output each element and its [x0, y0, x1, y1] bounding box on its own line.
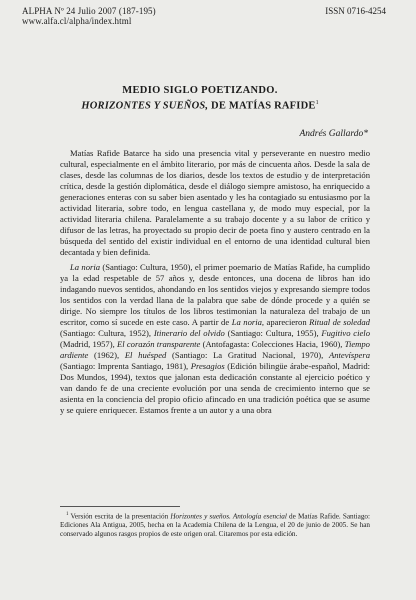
text-run: (Santiago: Cultura, 1950), el primer poemario de Matías Rafide, ha cumplido ya la edad respetable de 57 años y, desde entonces, una docena de libros han ido indagando nuevos sentidos, ahondando en los sentidos viejos y expresando siempre todos los sentidos con la verdad llana de la palabra que sabe de dónde procede y a quién se dirige. No siempre los títulos de los libros testimonian la naturaleza del trabajo de un escritor, como sí sucede en este caso. A partir de	[60, 262, 370, 327]
italic-title: Itinerario del olvido	[153, 328, 225, 338]
footnote-text: de Matías Rafide. Santiago: Ediciones Ala Antigua, 2005, hecha en la Academia Chilena de la Lengua, el 20 de junio de 2005. Se han conservado algunos rasgos propios de este origen oral. Citaremos por esta edición.	[60, 512, 370, 539]
paragraph-2	[60, 262, 370, 416]
text-run: (Santiago: Cultura, 1955),	[224, 328, 322, 338]
journal-url: www.alfa.cl/alpha/index.html	[22, 16, 132, 26]
article-author: Andrés Gallardo*	[299, 129, 368, 139]
text-run: (1962),	[88, 350, 125, 360]
book-author: DE MATÍAS RAFIDE	[208, 100, 316, 112]
text-run: (Madrid, 1957),	[60, 339, 117, 349]
footnote-rule	[60, 506, 180, 507]
article-body	[60, 148, 370, 419]
italic-title: La noria	[70, 262, 101, 272]
italic-title: El corazón transparente	[116, 339, 201, 349]
text-run: (Santiago: Cultura, 1952),	[60, 328, 154, 338]
footnote-book-title: Horizontes y sueños. Antología esencial	[170, 512, 287, 521]
footnote	[60, 510, 370, 539]
italic-title: Fugitivo cielo	[321, 328, 370, 338]
italic-title: Tiempo ardiente	[60, 339, 370, 360]
issn: ISSN 0716-4254	[325, 6, 386, 16]
title-line-1: MEDIO SIGLO POETIZANDO.	[122, 85, 278, 96]
book-title: HORIZONTES Y SUEÑOS,	[81, 100, 209, 112]
footnote-text: Versión escrita de la presentación	[68, 512, 171, 521]
italic-title: Presagios	[190, 361, 225, 371]
text-run: (Santiago: La Gratitud Nacional, 1970),	[166, 350, 329, 360]
article-title	[40, 84, 360, 113]
text-run: , aparecieron	[261, 317, 310, 327]
italic-title: Antevíspera	[328, 350, 371, 360]
text-run: (Santiago: Imprenta Santiago, 1981),	[60, 361, 191, 371]
title-line-2	[40, 97, 360, 113]
footnote-number: 1	[66, 512, 69, 517]
running-header	[22, 6, 262, 26]
italic-title: La noria	[231, 317, 262, 327]
italic-title: Ritual de soledad	[309, 317, 370, 327]
paragraph-1: Matías Rafide Batarce ha sido una presencia vital y perseverante en nuestro medio cultural, especialmente en el ámbito literario, por más de cincuenta años. Desde la sala de clases, desde las columnas de los diarios, desde los textos de estudio y de interpretación crítica, desde la gestión diplomática, desde el diálogo siempre amistoso, ha enriquecido a generaciones enteras con su saber bien asentado y les ha contagiado su entusiasmo por la actividad literaria, sobre todo, en lengua castellana y, de modo muy especial, por la actividad literaria chilena. Paralelamente a su trabajo docente y a su labor de crítico y difusor de las letras, ha proyectado su propio decir de poeta fino y austero centrado en la búsqueda del sentido del existir individual en el entorno de una identidad cultural bien decantada y bien definida.	[60, 148, 370, 257]
journal-citation: ALPHA Nº 24 Julio 2007 (187-195)	[22, 6, 156, 16]
text-run: (Antofagasta: Colecciones Hacia, 1960),	[200, 339, 345, 349]
footnote-marker: 1	[315, 100, 319, 106]
italic-title: El huésped	[124, 350, 167, 360]
text-run: (Edición bilingüe árabe-español, Madrid: Dos Mundos, 1994), textos que jalonan esta dedicación constante al ejercicio poético y van dando fe de una creciente evolución por una senda de crecimiento interno que se asienta en la conciencia del propio oficio afincado en una tradición poética que se asume y se quiere enriquecer. Estamos frente a un autor y a una obra	[60, 361, 371, 415]
